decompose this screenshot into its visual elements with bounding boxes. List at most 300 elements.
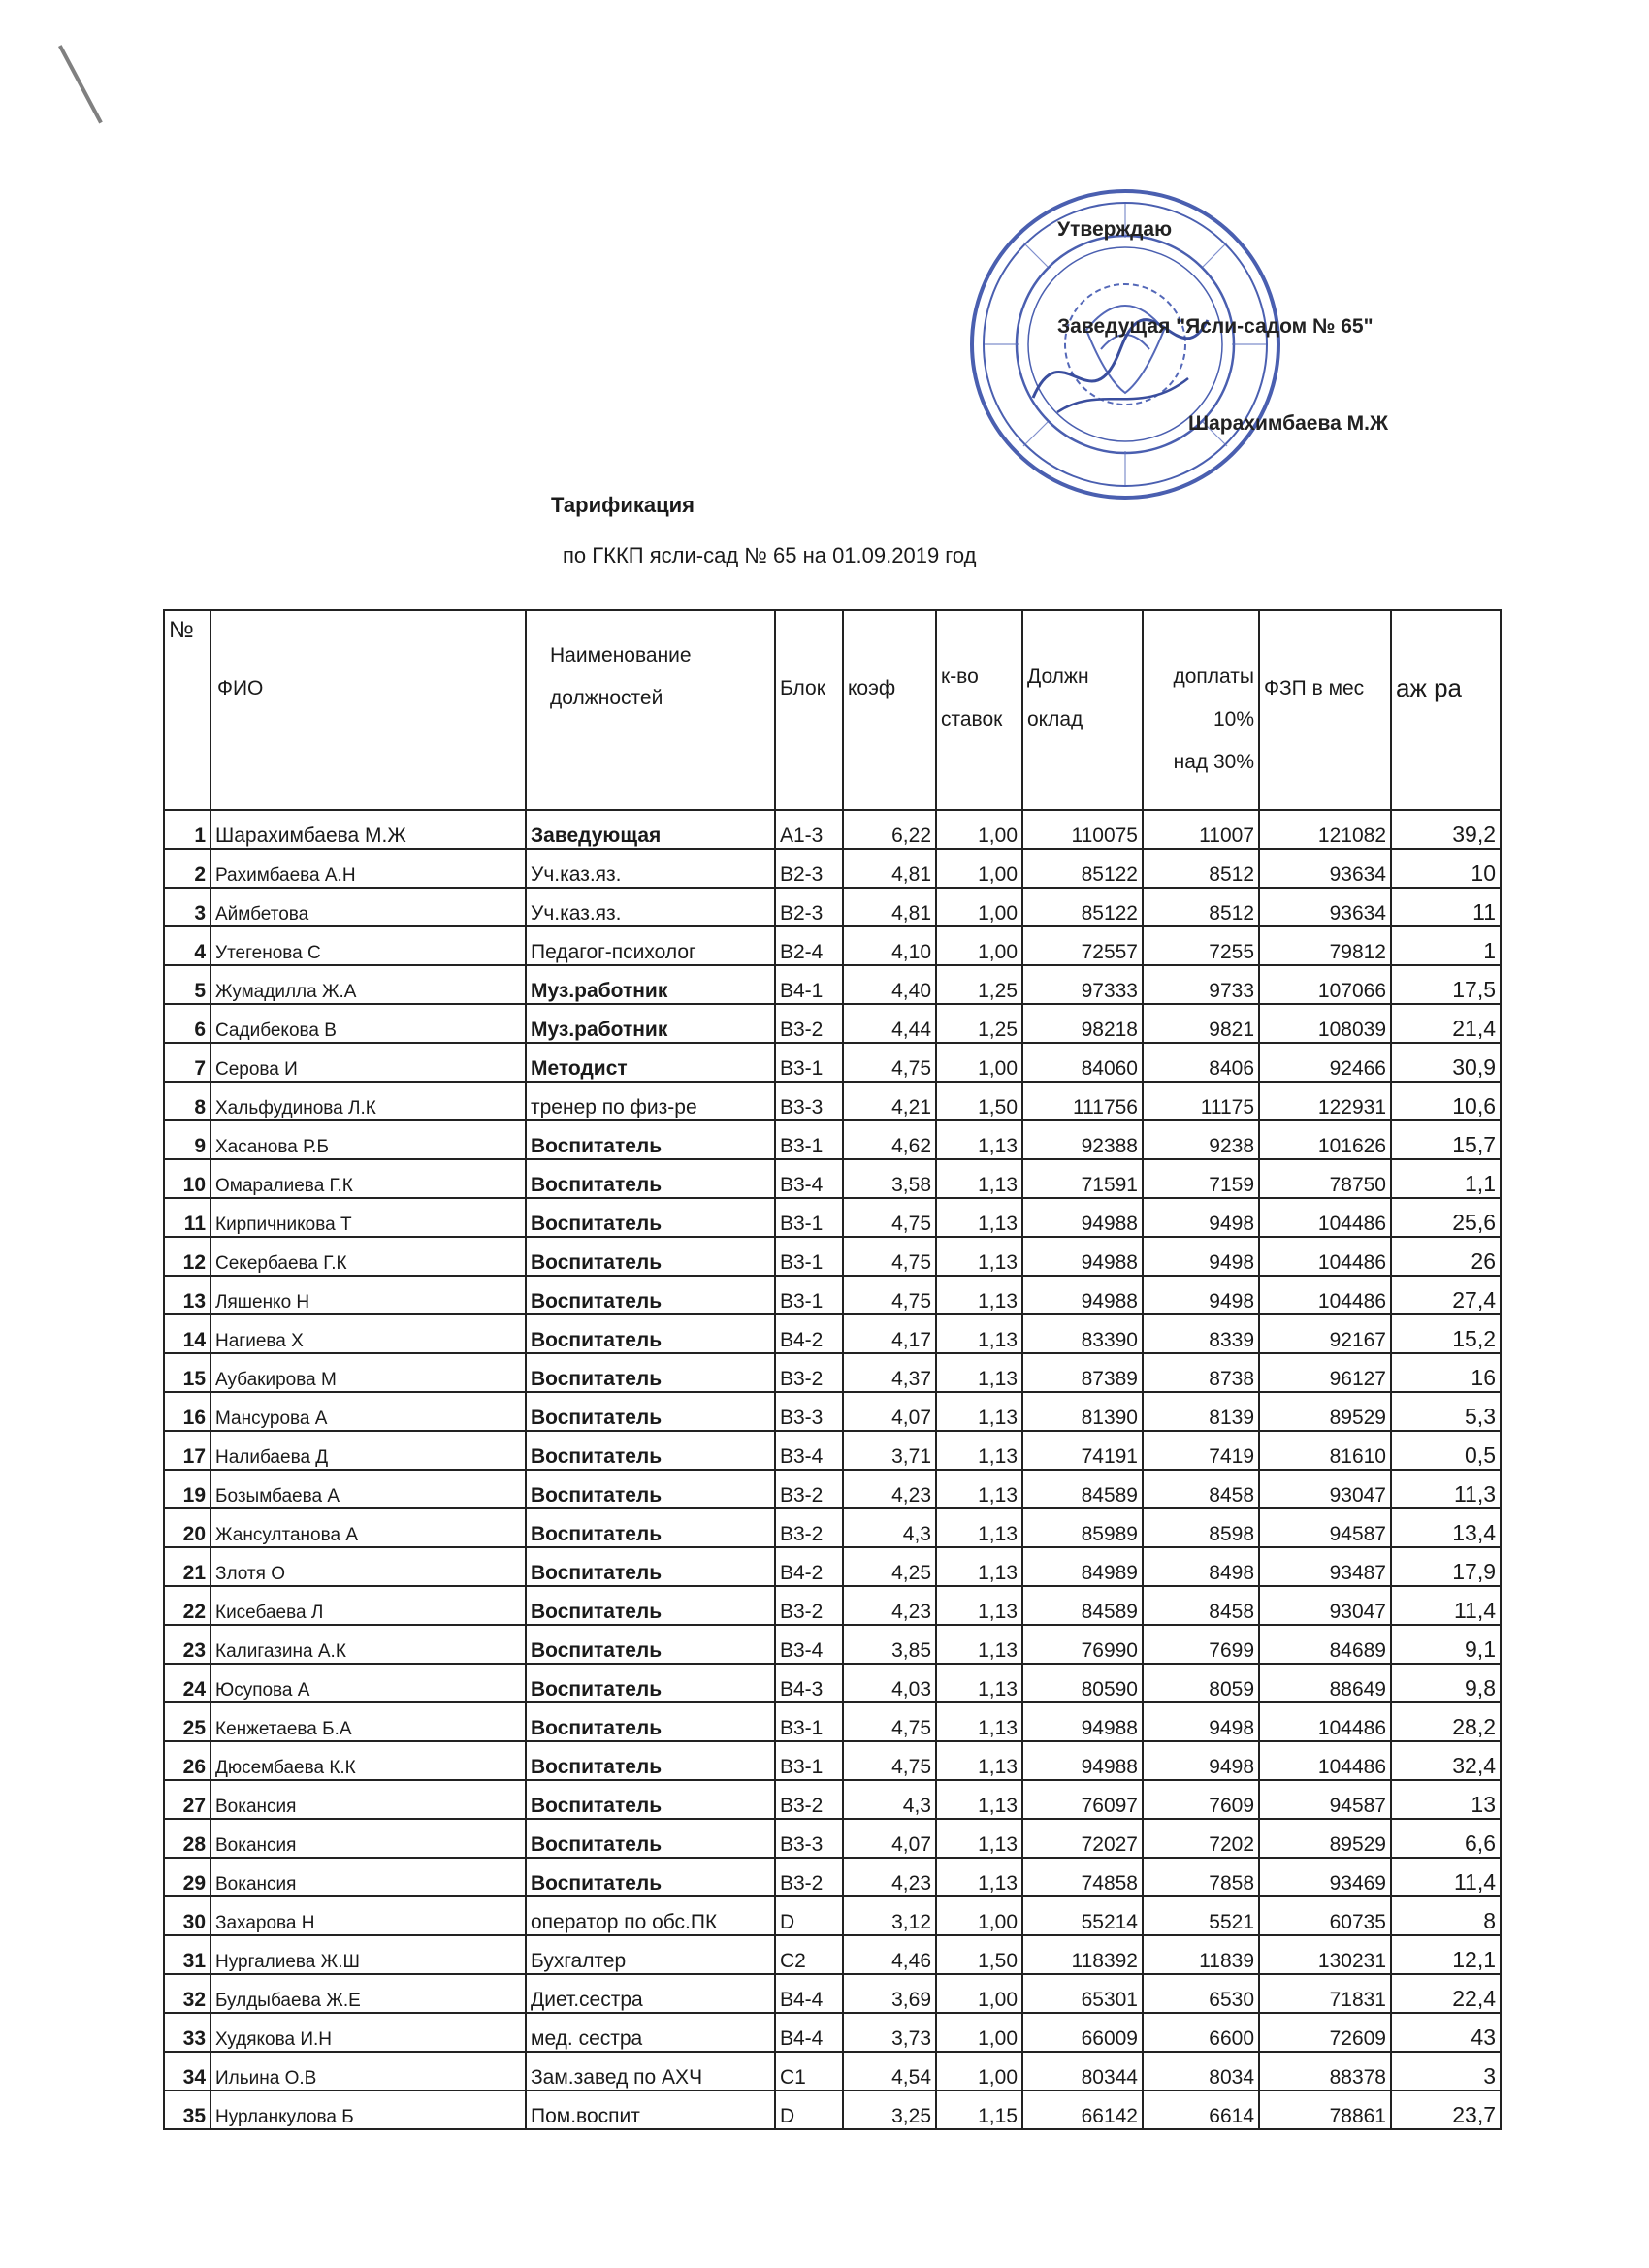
cell-bonus: 7202: [1143, 1819, 1259, 1858]
cell-position: Воспитатель: [526, 1547, 775, 1586]
cell-rate: 1,13: [936, 1276, 1022, 1314]
cell-fzp: 71831: [1259, 1974, 1391, 2013]
cell-rate: 1,13: [936, 1470, 1022, 1508]
cell-stazh: 9,8: [1391, 1664, 1501, 1702]
cell-fio: Захарова Н: [210, 1896, 526, 1935]
cell-num: 23: [164, 1625, 210, 1664]
approval-name: Шарахимбаева М.Ж: [1188, 412, 1388, 435]
table-row: [164, 1470, 1501, 1508]
cell-rate: 1,13: [936, 1353, 1022, 1392]
cell-salary: 111756: [1022, 1082, 1143, 1120]
cell-bonus: 8139: [1143, 1392, 1259, 1431]
cell-salary: 72557: [1022, 926, 1143, 965]
cell-stazh: 13,4: [1391, 1508, 1501, 1547]
cell-position: Воспитатель: [526, 1586, 775, 1625]
cell-coef: 4,75: [843, 1043, 936, 1082]
cell-stazh: 8: [1391, 1896, 1501, 1935]
cell-fio: Вокансия: [210, 1780, 526, 1819]
cell-salary: 72027: [1022, 1819, 1143, 1858]
cell-bonus: 6600: [1143, 2013, 1259, 2052]
cell-position: Бухгалтер: [526, 1935, 775, 1974]
table-row: [164, 1314, 1501, 1353]
cell-block: В4-3: [775, 1664, 843, 1702]
cell-rate: 1,50: [936, 1082, 1022, 1120]
table-row: [164, 965, 1501, 1004]
cell-position: Уч.каз.яз.: [526, 888, 775, 926]
cell-fzp: 93047: [1259, 1586, 1391, 1625]
cell-coef: 4,75: [843, 1276, 936, 1314]
cell-coef: 4,40: [843, 965, 936, 1004]
cell-block: В4-2: [775, 1314, 843, 1353]
approval-heading: Утверждаю: [1057, 218, 1173, 241]
table-row: [164, 1858, 1501, 1896]
cell-fio: Булдыбаева Ж.Е: [210, 1974, 526, 2013]
cell-position: Воспитатель: [526, 1237, 775, 1276]
cell-fio: Мансурова А: [210, 1392, 526, 1431]
cell-position: мед. сестра: [526, 2013, 775, 2052]
cell-rate: 1,00: [936, 888, 1022, 926]
cell-fio: Дюсембаева К.К: [210, 1741, 526, 1780]
cell-salary: 84589: [1022, 1586, 1143, 1625]
cell-stazh: 25,6: [1391, 1198, 1501, 1237]
cell-num: 6: [164, 1004, 210, 1043]
cell-position: Муз.работник: [526, 965, 775, 1004]
cell-bonus: 8512: [1143, 888, 1259, 926]
cell-coef: 3,69: [843, 1974, 936, 2013]
cell-stazh: 5,3: [1391, 1392, 1501, 1431]
cell-coef: 3,12: [843, 1896, 936, 1935]
cell-block: В3-2: [775, 1586, 843, 1625]
cell-fzp: 93469: [1259, 1858, 1391, 1896]
cell-stazh: 11: [1391, 888, 1501, 926]
cell-position: Диет.сестра: [526, 1974, 775, 2013]
cell-rate: 1,13: [936, 1120, 1022, 1159]
cell-fzp: 60735: [1259, 1896, 1391, 1935]
col-header-stazh: аж ра: [1391, 610, 1501, 810]
cell-block: D: [775, 1896, 843, 1935]
cell-rate: 1,13: [936, 1159, 1022, 1198]
col-header-fio: ФИО: [210, 610, 526, 810]
cell-bonus: 7699: [1143, 1625, 1259, 1664]
cell-fzp: 104486: [1259, 1276, 1391, 1314]
cell-bonus: 5521: [1143, 1896, 1259, 1935]
table-row: [164, 1586, 1501, 1625]
cell-salary: 94988: [1022, 1198, 1143, 1237]
cell-salary: 85122: [1022, 849, 1143, 888]
cell-num: 24: [164, 1664, 210, 1702]
table-row: [164, 1276, 1501, 1314]
cell-block: В3-2: [775, 1858, 843, 1896]
cell-position: Воспитатель: [526, 1470, 775, 1508]
cell-bonus: 6530: [1143, 1974, 1259, 2013]
cell-fzp: 130231: [1259, 1935, 1391, 1974]
cell-rate: 1,13: [936, 1741, 1022, 1780]
cell-num: 20: [164, 1508, 210, 1547]
cell-num: 2: [164, 849, 210, 888]
cell-rate: 1,00: [936, 849, 1022, 888]
cell-block: В3-1: [775, 1276, 843, 1314]
cell-stazh: 11,4: [1391, 1586, 1501, 1625]
cell-rate: 1,13: [936, 1237, 1022, 1276]
cell-stazh: 30,9: [1391, 1043, 1501, 1082]
table-row: [164, 1935, 1501, 1974]
cell-stazh: 26: [1391, 1237, 1501, 1276]
cell-fzp: 88649: [1259, 1664, 1391, 1702]
cell-fio: Кирпичникова Т: [210, 1198, 526, 1237]
cell-salary: 76097: [1022, 1780, 1143, 1819]
cell-salary: 74191: [1022, 1431, 1143, 1470]
cell-block: В3-2: [775, 1470, 843, 1508]
cell-stazh: 32,4: [1391, 1741, 1501, 1780]
cell-fio: Налибаева Д: [210, 1431, 526, 1470]
cell-position: Воспитатель: [526, 1314, 775, 1353]
cell-rate: 1,25: [936, 1004, 1022, 1043]
cell-salary: 66009: [1022, 2013, 1143, 2052]
cell-salary: 94988: [1022, 1237, 1143, 1276]
cell-position: Воспитатель: [526, 1741, 775, 1780]
cell-bonus: 7419: [1143, 1431, 1259, 1470]
cell-fzp: 94587: [1259, 1780, 1391, 1819]
cell-fzp: 93047: [1259, 1470, 1391, 1508]
table-row: [164, 1780, 1501, 1819]
cell-bonus: 9498: [1143, 1702, 1259, 1741]
cell-salary: 76990: [1022, 1625, 1143, 1664]
cell-coef: 4,10: [843, 926, 936, 965]
cell-bonus: 9498: [1143, 1276, 1259, 1314]
table-row: [164, 1431, 1501, 1470]
cell-fio: Нургалиева Ж.Ш: [210, 1935, 526, 1974]
cell-fio: Утегенова С: [210, 926, 526, 965]
cell-block: В3-3: [775, 1392, 843, 1431]
cell-rate: 1,00: [936, 1974, 1022, 2013]
cell-salary: 118392: [1022, 1935, 1143, 1974]
cell-salary: 94988: [1022, 1276, 1143, 1314]
cell-fio: Аубакирова М: [210, 1353, 526, 1392]
cell-position: Педагог-психолог: [526, 926, 775, 965]
cell-bonus: 9733: [1143, 965, 1259, 1004]
cell-block: В3-1: [775, 1120, 843, 1159]
col-header-block: Блок: [775, 610, 843, 810]
cell-fzp: 92466: [1259, 1043, 1391, 1082]
cell-fio: Жансултанова А: [210, 1508, 526, 1547]
cell-block: С2: [775, 1935, 843, 1974]
cell-stazh: 10: [1391, 849, 1501, 888]
cell-salary: 66142: [1022, 2090, 1143, 2129]
table-row: [164, 1819, 1501, 1858]
cell-bonus: 8458: [1143, 1586, 1259, 1625]
table-row: [164, 2013, 1501, 2052]
cell-position: Воспитатель: [526, 1120, 775, 1159]
cell-fio: Омаралиева Г.К: [210, 1159, 526, 1198]
cell-num: 8: [164, 1082, 210, 1120]
table-row: [164, 1004, 1501, 1043]
table-row: [164, 2090, 1501, 2129]
cell-block: В3-1: [775, 1237, 843, 1276]
cell-fzp: 88378: [1259, 2052, 1391, 2090]
cell-block: В4-2: [775, 1547, 843, 1586]
cell-fzp: 79812: [1259, 926, 1391, 965]
table-row: [164, 1198, 1501, 1237]
table-row: [164, 1625, 1501, 1664]
cell-fzp: 104486: [1259, 1198, 1391, 1237]
cell-num: 9: [164, 1120, 210, 1159]
cell-fio: Кенжетаева Б.А: [210, 1702, 526, 1741]
cell-num: 26: [164, 1741, 210, 1780]
cell-salary: 94988: [1022, 1741, 1143, 1780]
cell-fzp: 104486: [1259, 1702, 1391, 1741]
cell-position: Воспитатель: [526, 1702, 775, 1741]
cell-bonus: 11839: [1143, 1935, 1259, 1974]
cell-rate: 1,13: [936, 1819, 1022, 1858]
cell-block: В3-1: [775, 1702, 843, 1741]
cell-rate: 1,13: [936, 1586, 1022, 1625]
cell-rate: 1,13: [936, 1547, 1022, 1586]
cell-bonus: 8512: [1143, 849, 1259, 888]
table-row: [164, 810, 1501, 849]
cell-salary: 94988: [1022, 1702, 1143, 1741]
cell-coef: 4,37: [843, 1353, 936, 1392]
cell-position: Уч.каз.яз.: [526, 849, 775, 888]
cell-fio: Нагиева Х: [210, 1314, 526, 1353]
cell-stazh: 27,4: [1391, 1276, 1501, 1314]
cell-num: 34: [164, 2052, 210, 2090]
cell-coef: 4,75: [843, 1237, 936, 1276]
cell-salary: 97333: [1022, 965, 1143, 1004]
cell-rate: 1,15: [936, 2090, 1022, 2129]
cell-salary: 74858: [1022, 1858, 1143, 1896]
cell-fio: Худякова И.Н: [210, 2013, 526, 2052]
cell-bonus: 8339: [1143, 1314, 1259, 1353]
table-row: [164, 888, 1501, 926]
cell-block: В3-1: [775, 1198, 843, 1237]
col-header-bonus: доплаты 10% над 30%: [1143, 610, 1259, 810]
cell-coef: 4,62: [843, 1120, 936, 1159]
cell-stazh: 15,7: [1391, 1120, 1501, 1159]
cell-num: 25: [164, 1702, 210, 1741]
cell-position: Воспитатель: [526, 1780, 775, 1819]
cell-coef: 4,44: [843, 1004, 936, 1043]
cell-fio: Садибекова В: [210, 1004, 526, 1043]
table-row: [164, 1664, 1501, 1702]
cell-salary: 110075: [1022, 810, 1143, 849]
cell-bonus: 9498: [1143, 1741, 1259, 1780]
table-row: [164, 1392, 1501, 1431]
cell-position: тренер по физ-ре: [526, 1082, 775, 1120]
cell-num: 30: [164, 1896, 210, 1935]
cell-fio: Вокансия: [210, 1858, 526, 1896]
table-row: [164, 1702, 1501, 1741]
cell-stazh: 3: [1391, 2052, 1501, 2090]
table-row: [164, 1043, 1501, 1082]
table-row: [164, 1508, 1501, 1547]
cell-bonus: 8738: [1143, 1353, 1259, 1392]
col-header-fzp: ФЗП в мес: [1259, 610, 1391, 810]
cell-position: Воспитатель: [526, 1625, 775, 1664]
cell-position: Воспитатель: [526, 1664, 775, 1702]
cell-block: В3-2: [775, 1780, 843, 1819]
cell-coef: 3,25: [843, 2090, 936, 2129]
cell-rate: 1,00: [936, 926, 1022, 965]
cell-num: 35: [164, 2090, 210, 2129]
cell-block: В3-2: [775, 1508, 843, 1547]
cell-fzp: 93487: [1259, 1547, 1391, 1586]
cell-rate: 1,13: [936, 1198, 1022, 1237]
cell-position: Воспитатель: [526, 1392, 775, 1431]
cell-fio: Секербаева Г.К: [210, 1237, 526, 1276]
cell-num: 17: [164, 1431, 210, 1470]
cell-rate: 1,00: [936, 810, 1022, 849]
cell-block: В3-4: [775, 1625, 843, 1664]
cell-bonus: 9821: [1143, 1004, 1259, 1043]
cell-stazh: 11,3: [1391, 1470, 1501, 1508]
cell-bonus: 7159: [1143, 1159, 1259, 1198]
cell-num: 13: [164, 1276, 210, 1314]
table-row: [164, 1974, 1501, 2013]
cell-bonus: 8458: [1143, 1470, 1259, 1508]
cell-block: В4-1: [775, 965, 843, 1004]
cell-salary: 85989: [1022, 1508, 1143, 1547]
cell-position: Зам.завед по АХЧ: [526, 2052, 775, 2090]
tariff-table: [163, 609, 1502, 2130]
cell-fio: Вокансия: [210, 1819, 526, 1858]
cell-salary: 85122: [1022, 888, 1143, 926]
cell-stazh: 17,9: [1391, 1547, 1501, 1586]
cell-rate: 1,13: [936, 1664, 1022, 1702]
cell-position: Воспитатель: [526, 1353, 775, 1392]
cell-fio: Нурланкулова Б: [210, 2090, 526, 2129]
cell-rate: 1,00: [936, 1043, 1022, 1082]
cell-stazh: 6,6: [1391, 1819, 1501, 1858]
table-row: [164, 1237, 1501, 1276]
cell-salary: 80590: [1022, 1664, 1143, 1702]
cell-coef: 4,75: [843, 1198, 936, 1237]
cell-block: С1: [775, 2052, 843, 2090]
cell-rate: 1,50: [936, 1935, 1022, 1974]
cell-coef: 4,07: [843, 1819, 936, 1858]
cell-rate: 1,13: [936, 1858, 1022, 1896]
cell-position: Воспитатель: [526, 1159, 775, 1198]
cell-coef: 4,54: [843, 2052, 936, 2090]
cell-fio: Калигазина А.К: [210, 1625, 526, 1664]
cell-salary: 84589: [1022, 1470, 1143, 1508]
cell-fzp: 72609: [1259, 2013, 1391, 2052]
cell-bonus: 7255: [1143, 926, 1259, 965]
cell-coef: 6,22: [843, 810, 936, 849]
cell-fio: Юсупова А: [210, 1664, 526, 1702]
cell-salary: 71591: [1022, 1159, 1143, 1198]
document-subtitle: по ГККП ясли-сад № 65 на 01.09.2019 год: [563, 543, 977, 567]
cell-coef: 4,3: [843, 1508, 936, 1547]
cell-stazh: 16: [1391, 1353, 1501, 1392]
cell-block: В3-1: [775, 1741, 843, 1780]
cell-block: В4-4: [775, 1974, 843, 2013]
cell-num: 21: [164, 1547, 210, 1586]
cell-fio: Кисебаева Л: [210, 1586, 526, 1625]
cell-salary: 81390: [1022, 1392, 1143, 1431]
cell-num: 27: [164, 1780, 210, 1819]
cell-position: Воспитатель: [526, 1858, 775, 1896]
cell-coef: 4,03: [843, 1664, 936, 1702]
cell-fzp: 108039: [1259, 1004, 1391, 1043]
cell-stazh: 21,4: [1391, 1004, 1501, 1043]
col-header-salary: Должн оклад: [1022, 610, 1143, 810]
cell-block: В3-3: [775, 1819, 843, 1858]
cell-block: В3-1: [775, 1043, 843, 1082]
cell-bonus: 11175: [1143, 1082, 1259, 1120]
cell-salary: 84060: [1022, 1043, 1143, 1082]
cell-fio: Серова И: [210, 1043, 526, 1082]
table-row: [164, 926, 1501, 965]
table-row: [164, 1353, 1501, 1392]
cell-fzp: 84689: [1259, 1625, 1391, 1664]
cell-fzp: 107066: [1259, 965, 1391, 1004]
cell-fzp: 92167: [1259, 1314, 1391, 1353]
cell-bonus: 8034: [1143, 2052, 1259, 2090]
cell-block: В3-3: [775, 1082, 843, 1120]
cell-fzp: 93634: [1259, 888, 1391, 926]
cell-position: Методист: [526, 1043, 775, 1082]
col-header-coef: коэф: [843, 610, 936, 810]
cell-stazh: 10,6: [1391, 1082, 1501, 1120]
cell-coef: 4,21: [843, 1082, 936, 1120]
cell-stazh: 43: [1391, 2013, 1501, 2052]
col-header-rates: к-во ставок: [936, 610, 1022, 810]
cell-stazh: 39,2: [1391, 810, 1501, 849]
cell-stazh: 9,1: [1391, 1625, 1501, 1664]
cell-num: 19: [164, 1470, 210, 1508]
cell-block: В4-4: [775, 2013, 843, 2052]
cell-num: 28: [164, 1819, 210, 1858]
cell-fio: Бозымбаева А: [210, 1470, 526, 1508]
cell-bonus: 9498: [1143, 1198, 1259, 1237]
cell-stazh: 28,2: [1391, 1702, 1501, 1741]
table-row: [164, 1159, 1501, 1198]
cell-stazh: 17,5: [1391, 965, 1501, 1004]
cell-rate: 1,13: [936, 1780, 1022, 1819]
table-row: [164, 1547, 1501, 1586]
cell-bonus: 9498: [1143, 1237, 1259, 1276]
cell-num: 4: [164, 926, 210, 965]
table-row: [164, 2052, 1501, 2090]
col-header-position: Наименование должностей: [526, 610, 775, 810]
cell-fio: Ильина О.В: [210, 2052, 526, 2090]
cell-coef: 4,23: [843, 1586, 936, 1625]
cell-rate: 1,00: [936, 1896, 1022, 1935]
cell-stazh: 11,4: [1391, 1858, 1501, 1896]
cell-fio: Шарахимбаева М.Ж: [210, 810, 526, 849]
cell-fzp: 104486: [1259, 1237, 1391, 1276]
cell-fzp: 96127: [1259, 1353, 1391, 1392]
cell-rate: 1,13: [936, 1625, 1022, 1664]
table-row: [164, 1741, 1501, 1780]
cell-fzp: 78861: [1259, 2090, 1391, 2129]
cell-block: В3-2: [775, 1004, 843, 1043]
cell-stazh: 0,5: [1391, 1431, 1501, 1470]
cell-fzp: 93634: [1259, 849, 1391, 888]
cell-block: В2-3: [775, 888, 843, 926]
cell-block: D: [775, 2090, 843, 2129]
cell-coef: 3,85: [843, 1625, 936, 1664]
cell-rate: 1,13: [936, 1702, 1022, 1741]
cell-num: 5: [164, 965, 210, 1004]
cell-stazh: 22,4: [1391, 1974, 1501, 2013]
cell-block: А1-3: [775, 810, 843, 849]
cell-stazh: 1: [1391, 926, 1501, 965]
cell-position: оператор по обс.ПК: [526, 1896, 775, 1935]
cell-coef: 4,3: [843, 1780, 936, 1819]
cell-num: 33: [164, 2013, 210, 2052]
cell-num: 10: [164, 1159, 210, 1198]
